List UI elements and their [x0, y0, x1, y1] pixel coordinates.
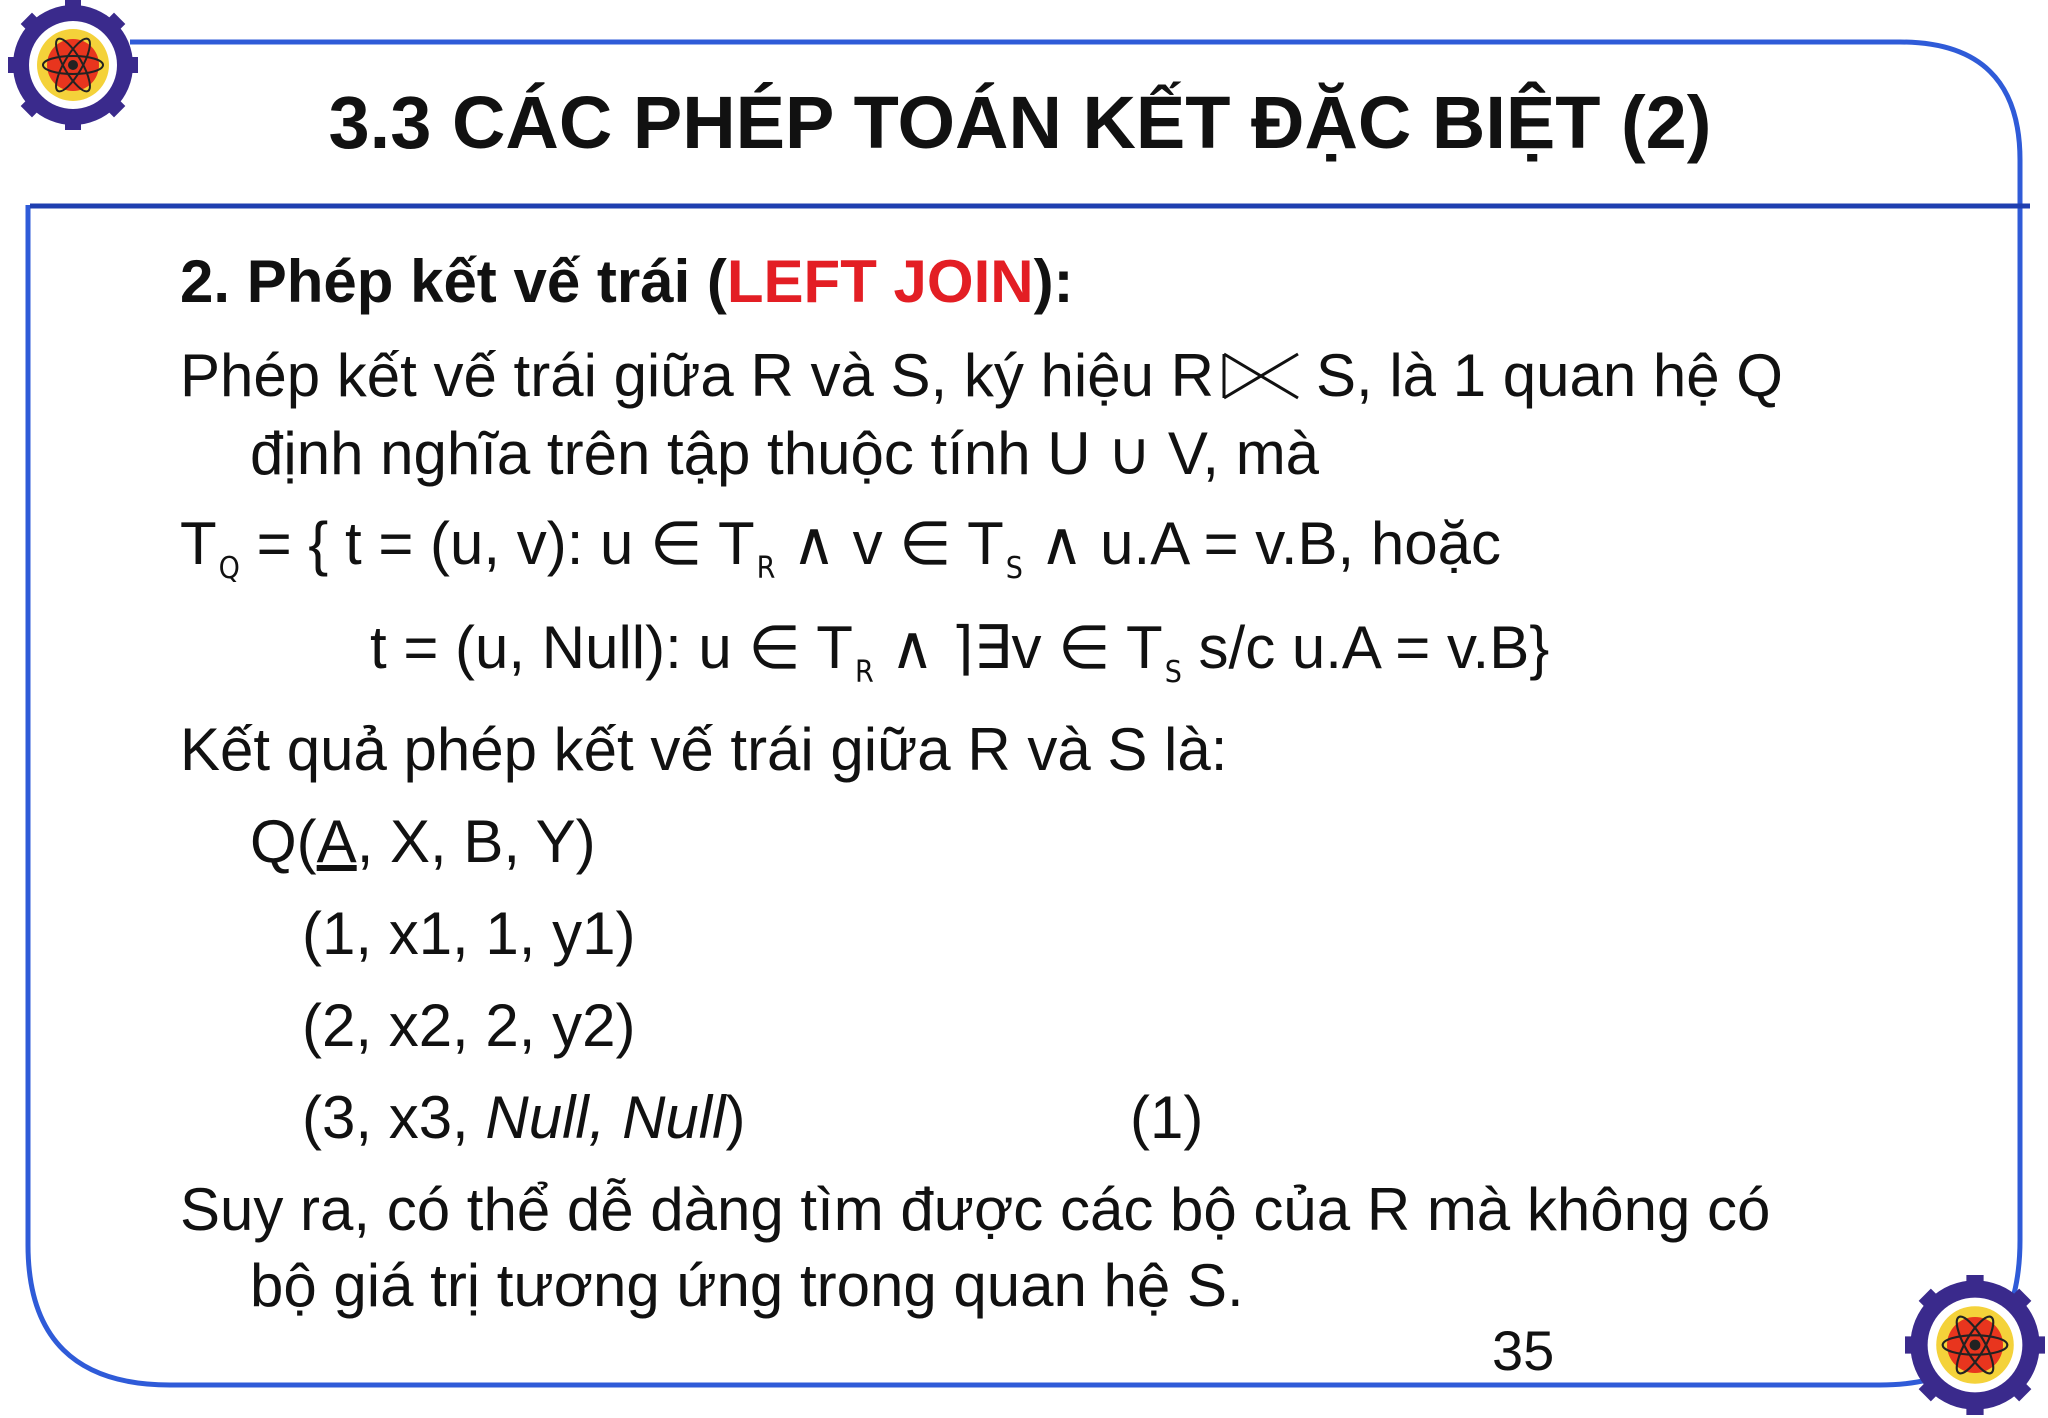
- formula-text: t = (u, Null): u ∈ T: [370, 614, 853, 681]
- result-schema: [250, 808, 596, 875]
- formula-line-1: [180, 510, 1501, 586]
- schema-text: Q(: [250, 808, 317, 875]
- heading-highlight: LEFT JOIN: [726, 248, 1034, 315]
- schema-text: , X, B, Y): [356, 808, 596, 875]
- subscript: R: [756, 551, 776, 586]
- formula-text: = { t = (u, v): u ∈ T: [239, 510, 755, 577]
- row-text: (3, x3,: [302, 1084, 486, 1151]
- formula-text: s/c u.A = v.B}: [1181, 614, 1550, 681]
- definition-line-2: định nghĩa trên tập thuộc tính U ∪ V, mà: [250, 420, 1320, 487]
- definition-text: Phép kết vế trái giữa R và S, ký hiệu R: [180, 342, 1214, 409]
- row-label: (1): [1130, 1084, 1204, 1151]
- subscript: S: [1005, 551, 1023, 586]
- result-row: (2, x2, 2, y2): [302, 992, 636, 1059]
- university-logo-icon: [1905, 1275, 2045, 1415]
- subscript: R: [854, 655, 874, 690]
- formula-text: ∧ u.A = v.B, hoặc: [1022, 510, 1501, 577]
- formula-text: ∃v ∈ T: [973, 614, 1163, 681]
- subscript: S: [1164, 655, 1182, 690]
- conclusion-line-1: Suy ra, có thể dễ dàng tìm được các bộ của R mà không có: [180, 1176, 1771, 1243]
- schema-key: A: [316, 808, 357, 875]
- definition-line-1: [180, 342, 1783, 409]
- result-row: (1, x1, 1, y1): [302, 900, 636, 967]
- heading-suffix: ):: [1033, 248, 1074, 315]
- definition-text: S, là 1 quan hệ Q: [1315, 342, 1783, 409]
- result-intro: Kết quả phép kết vế trái giữa R và S là:: [180, 716, 1228, 783]
- heading-prefix: 2. Phép kết vế trái (: [180, 248, 727, 315]
- row-text: ): [725, 1084, 746, 1151]
- page-number: 35: [1492, 1319, 1555, 1382]
- formula-text: ∧ v ∈ T: [775, 510, 1004, 577]
- conclusion-line-2: bộ giá trị tương ứng trong quan hệ S.: [250, 1252, 1244, 1319]
- result-row: [302, 1084, 746, 1151]
- null-values: Null, Null: [485, 1084, 726, 1151]
- left-join-symbol-icon: [1220, 350, 1302, 402]
- formula-symbol: T: [180, 510, 217, 577]
- university-logo-icon: [8, 0, 138, 130]
- formula-line-2: [370, 614, 1550, 690]
- section-heading: [180, 248, 1074, 315]
- subscript: Q: [218, 551, 240, 586]
- slide-title: 3.3 CÁC PHÉP TOÁN KẾT ĐẶC BIỆT (2): [328, 81, 1712, 164]
- negation-symbol: ⌉: [950, 614, 974, 682]
- formula-text: ∧: [873, 614, 951, 681]
